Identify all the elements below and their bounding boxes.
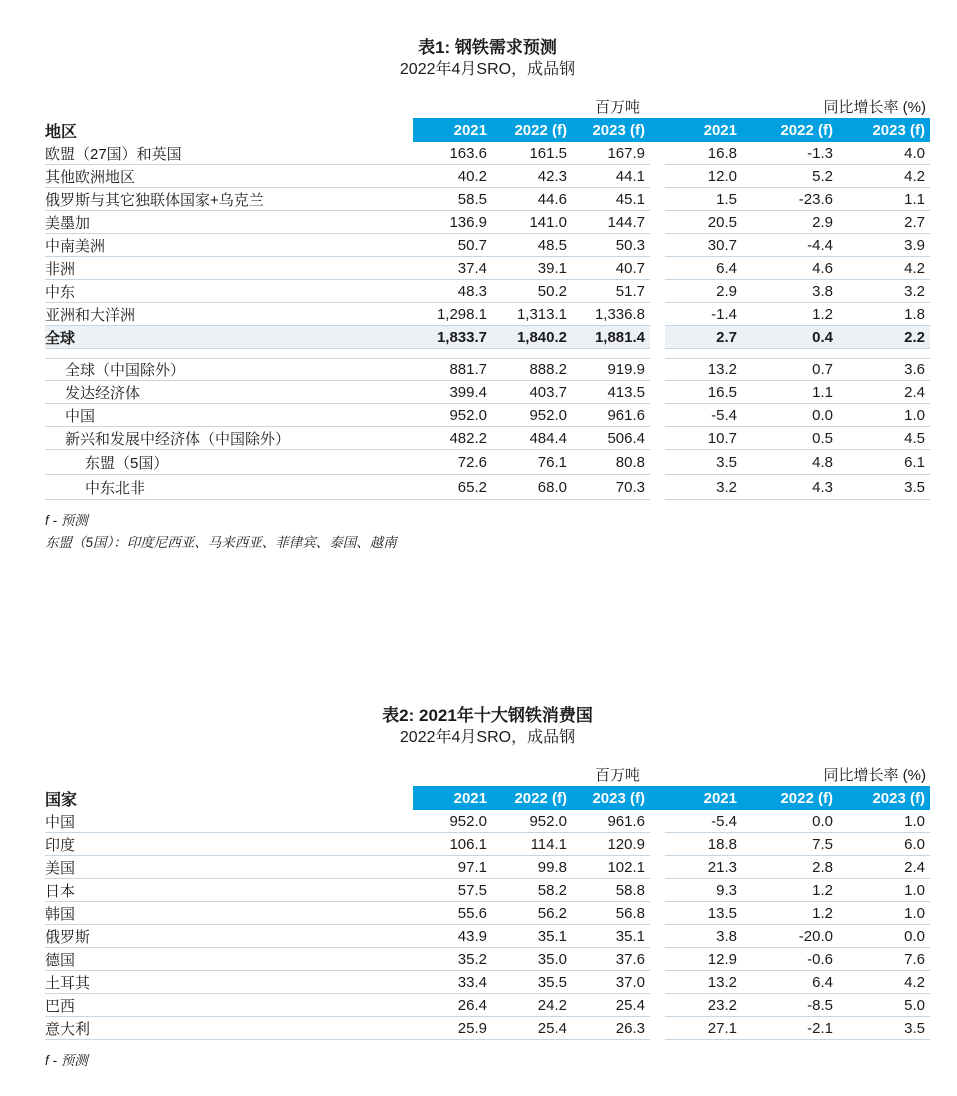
cell-value: 6.4: [742, 971, 838, 994]
cell-value: 7.6: [838, 948, 930, 971]
column-gap: [650, 879, 665, 902]
column-gap: [650, 902, 665, 925]
table-row: [45, 188, 930, 211]
row-label: 印度: [45, 833, 413, 856]
cell-value: 51.7: [572, 280, 650, 303]
column-header: 2022 (f): [492, 786, 572, 810]
cell-value: 12.9: [665, 948, 742, 971]
cell-value: 403.7: [492, 381, 572, 404]
table-row: [45, 427, 930, 450]
row-label: 中南美洲: [45, 234, 413, 257]
cell-value: 43.9: [413, 925, 492, 948]
row-label: 亚洲和大洋洲: [45, 303, 413, 326]
cell-value: 3.2: [665, 475, 742, 500]
table-row: [45, 165, 930, 188]
row-label: 美墨加: [45, 211, 413, 234]
cell-value: 35.2: [413, 948, 492, 971]
column-header: 2022 (f): [492, 118, 572, 142]
column-gap: [650, 475, 665, 500]
cell-value: 3.9: [838, 234, 930, 257]
column-gap: [650, 381, 665, 404]
column-gap: [650, 925, 665, 948]
cell-value: -5.4: [665, 810, 742, 833]
column-gap: [650, 280, 665, 303]
footnote: f - 预测: [45, 1053, 88, 1068]
cell-value: 3.6: [838, 358, 930, 381]
cell-value: 399.4: [413, 381, 492, 404]
cell-value: 65.2: [413, 475, 492, 500]
cell-value: 3.2: [838, 280, 930, 303]
cell-value: -4.4: [742, 234, 838, 257]
row-label: 意大利: [45, 1017, 413, 1040]
cell-value: 3.8: [665, 925, 742, 948]
cell-value: 506.4: [572, 427, 650, 450]
cell-value: 1,336.8: [572, 303, 650, 326]
cell-value: 48.3: [413, 280, 492, 303]
table2-footnotes: [45, 1050, 930, 1072]
cell-value: 136.9: [413, 211, 492, 234]
cell-value: 9.3: [665, 879, 742, 902]
cell-value: 413.5: [572, 381, 650, 404]
cell-value: 70.3: [572, 475, 650, 500]
cell-value: 0.0: [742, 810, 838, 833]
cell-value: 97.1: [413, 856, 492, 879]
table1: [45, 38, 930, 554]
cell-value: -23.6: [742, 188, 838, 211]
column-gap: [650, 404, 665, 427]
cell-value: 58.2: [492, 879, 572, 902]
table-row: [45, 280, 930, 303]
column-gap: [650, 234, 665, 257]
cell-value: 4.2: [838, 257, 930, 280]
cell-value: 58.8: [572, 879, 650, 902]
cell-value: 35.0: [492, 948, 572, 971]
cell-value: 919.9: [572, 358, 650, 381]
cell-value: 55.6: [413, 902, 492, 925]
cell-value: 50.2: [492, 280, 572, 303]
cell-value: 58.5: [413, 188, 492, 211]
row-header-country: 国家: [45, 786, 413, 810]
cell-value: 4.6: [742, 257, 838, 280]
cell-value: 35.1: [492, 925, 572, 948]
cell-value: 76.1: [492, 450, 572, 475]
cell-value: 26.4: [413, 994, 492, 1017]
row-label: 新兴和发展中经济体（中国除外）: [45, 427, 413, 450]
column-gap: [650, 450, 665, 475]
cell-value: 20.5: [665, 211, 742, 234]
cell-value: 16.5: [665, 381, 742, 404]
cell-value: -2.1: [742, 1017, 838, 1040]
cell-value: 952.0: [492, 810, 572, 833]
table-row: [45, 971, 930, 994]
cell-value: 1,313.1: [492, 303, 572, 326]
table-row: [45, 257, 930, 280]
cell-value: -8.5: [742, 994, 838, 1017]
cell-value: 35.5: [492, 971, 572, 994]
cell-value: 25.4: [572, 994, 650, 1017]
table-row: [45, 810, 930, 833]
cell-value: 952.0: [492, 404, 572, 427]
column-header: 2021: [413, 786, 492, 810]
table-row: [45, 856, 930, 879]
cell-value: 12.0: [665, 165, 742, 188]
cell-value: 40.2: [413, 165, 492, 188]
cell-value: -20.0: [742, 925, 838, 948]
row-label: 东盟（5国）: [45, 450, 413, 475]
cell-value: 0.7: [742, 358, 838, 381]
column-header: 2023 (f): [838, 786, 930, 810]
table-row: [45, 475, 930, 500]
column-gap: [650, 427, 665, 450]
table-row: [45, 994, 930, 1017]
cell-value: 144.7: [572, 211, 650, 234]
table-row: [45, 326, 930, 349]
cell-value: 0.5: [742, 427, 838, 450]
cell-value: 1,881.4: [572, 326, 650, 349]
row-label: 俄罗斯: [45, 925, 413, 948]
table1-rows: [45, 142, 930, 500]
cell-value: 1,840.2: [492, 326, 572, 349]
row-label: 俄罗斯与其它独联体国家+乌克兰: [45, 188, 413, 211]
table-row: [45, 948, 930, 971]
cell-value: 80.8: [572, 450, 650, 475]
cell-value: 1.8: [838, 303, 930, 326]
cell-value: 1.0: [838, 810, 930, 833]
cell-value: 0.0: [838, 925, 930, 948]
cell-value: 50.3: [572, 234, 650, 257]
row-label: 韩国: [45, 902, 413, 925]
cell-value: 35.1: [572, 925, 650, 948]
cell-value: 45.1: [572, 188, 650, 211]
table-row: [45, 404, 930, 427]
cell-value: 4.2: [838, 971, 930, 994]
table-row: [45, 234, 930, 257]
cell-value: 24.2: [492, 994, 572, 1017]
column-gap: [650, 994, 665, 1017]
column-gap: [650, 211, 665, 234]
cell-value: 167.9: [572, 142, 650, 165]
column-header: 2023 (f): [838, 118, 930, 142]
cell-value: 56.2: [492, 902, 572, 925]
cell-value: 0.0: [742, 404, 838, 427]
row-label: 发达经济体: [45, 381, 413, 404]
cell-value: 2.7: [665, 326, 742, 349]
cell-value: 50.7: [413, 234, 492, 257]
table-row: [45, 925, 930, 948]
cell-value: 44.1: [572, 165, 650, 188]
column-gap: [650, 971, 665, 994]
cell-value: 25.4: [492, 1017, 572, 1040]
column-gap: [650, 142, 665, 165]
column-header: 2023 (f): [572, 118, 650, 142]
cell-value: 1.2: [742, 303, 838, 326]
cell-value: 1.5: [665, 188, 742, 211]
cell-value: 2.4: [838, 856, 930, 879]
table2: [45, 706, 930, 1072]
cell-value: 7.5: [742, 833, 838, 856]
column-gap: [650, 188, 665, 211]
footnote: 东盟（5国）：印度尼西亚、马来西亚、菲律宾、泰国、越南: [45, 535, 397, 550]
cell-value: 1.0: [838, 879, 930, 902]
row-label: 非洲: [45, 257, 413, 280]
cell-value: 37.6: [572, 948, 650, 971]
column-header: 2021: [665, 786, 742, 810]
row-label: 日本: [45, 879, 413, 902]
cell-value: 40.7: [572, 257, 650, 280]
cell-value: 5.2: [742, 165, 838, 188]
cell-value: 2.8: [742, 856, 838, 879]
table-row: [45, 450, 930, 475]
cell-value: 37.0: [572, 971, 650, 994]
cell-value: 6.1: [838, 450, 930, 475]
cell-value: 13.5: [665, 902, 742, 925]
cell-value: 1.2: [742, 902, 838, 925]
table-row: [45, 381, 930, 404]
cell-value: 26.3: [572, 1017, 650, 1040]
row-label: 土耳其: [45, 971, 413, 994]
cell-value: 114.1: [492, 833, 572, 856]
table2-rows: [45, 810, 930, 1040]
cell-value: 33.4: [413, 971, 492, 994]
cell-value: 4.2: [838, 165, 930, 188]
table2-subtitle: 2022年4月SRO，成品钢: [399, 729, 576, 746]
footnote: f - 预测: [45, 513, 88, 528]
cell-value: 44.6: [492, 188, 572, 211]
table1-title: 表1: 钢铁需求预测: [418, 38, 557, 57]
cell-value: 99.8: [492, 856, 572, 879]
cell-value: 21.3: [665, 856, 742, 879]
cell-value: 16.8: [665, 142, 742, 165]
table1-footnotes: [45, 510, 930, 554]
spacer: [650, 98, 665, 118]
cell-value: 1.2: [742, 879, 838, 902]
cell-value: 4.0: [838, 142, 930, 165]
table2-group-header-row: [45, 766, 930, 786]
spacer: [45, 766, 413, 786]
table1-subtitle: 2022年4月SRO，成品钢: [399, 61, 576, 78]
table1-group-header-row: [45, 98, 930, 118]
cell-value: 30.7: [665, 234, 742, 257]
cell-value: 27.1: [665, 1017, 742, 1040]
row-label: 中国: [45, 810, 413, 833]
row-label: 中东: [45, 280, 413, 303]
cell-value: -5.4: [665, 404, 742, 427]
cell-value: 881.7: [413, 358, 492, 381]
cell-value: 1.0: [838, 902, 930, 925]
cell-value: 39.1: [492, 257, 572, 280]
cell-value: 952.0: [413, 404, 492, 427]
table-row: [45, 142, 930, 165]
row-label: 全球: [45, 326, 413, 349]
cell-value: 961.6: [572, 404, 650, 427]
column-gap: [650, 833, 665, 856]
cell-value: 48.5: [492, 234, 572, 257]
spacer: [650, 766, 665, 786]
cell-value: 23.2: [665, 994, 742, 1017]
table-row: [45, 303, 930, 326]
row-label: 全球（中国除外）: [45, 358, 413, 381]
row-label: 中国: [45, 404, 413, 427]
table-row: [45, 358, 930, 381]
column-header: 2023 (f): [572, 786, 650, 810]
cell-value: 2.9: [742, 211, 838, 234]
cell-value: -0.6: [742, 948, 838, 971]
group-header-growth-rate: 同比增长率 (%): [823, 99, 926, 116]
column-header: 2022 (f): [742, 118, 838, 142]
table-row: [45, 211, 930, 234]
cell-value: 57.5: [413, 879, 492, 902]
cell-value: 72.6: [413, 450, 492, 475]
row-label: 其他欧洲地区: [45, 165, 413, 188]
group-header-growth-rate: 同比增长率 (%): [823, 767, 926, 784]
table2-title: 表2: 2021年十大钢铁消费国: [382, 706, 593, 725]
cell-value: 106.1: [413, 833, 492, 856]
cell-value: 3.5: [838, 1017, 930, 1040]
cell-value: 3.5: [838, 475, 930, 500]
cell-value: 1,298.1: [413, 303, 492, 326]
column-gap: [650, 303, 665, 326]
cell-value: 42.3: [492, 165, 572, 188]
table-row: [45, 879, 930, 902]
column-gap: [650, 257, 665, 280]
cell-value: 952.0: [413, 810, 492, 833]
cell-value: 163.6: [413, 142, 492, 165]
table1-column-header-row: [45, 118, 930, 142]
column-gap: [650, 810, 665, 833]
cell-value: 961.6: [572, 810, 650, 833]
cell-value: -1.3: [742, 142, 838, 165]
cell-value: 102.1: [572, 856, 650, 879]
row-label: 巴西: [45, 994, 413, 1017]
table-row: [45, 833, 930, 856]
group-header-million-tonnes: 百万吨: [594, 767, 640, 784]
cell-value: 56.8: [572, 902, 650, 925]
table2-column-header-row: [45, 786, 930, 810]
cell-value: 13.2: [665, 971, 742, 994]
column-gap: [650, 786, 665, 810]
cell-value: 2.4: [838, 381, 930, 404]
row-label: 美国: [45, 856, 413, 879]
row-label: 中东北非: [45, 475, 413, 500]
cell-value: 25.9: [413, 1017, 492, 1040]
cell-value: 1,833.7: [413, 326, 492, 349]
cell-value: 2.2: [838, 326, 930, 349]
cell-value: 1.0: [838, 404, 930, 427]
cell-value: 0.4: [742, 326, 838, 349]
cell-value: 4.5: [838, 427, 930, 450]
cell-value: 482.2: [413, 427, 492, 450]
cell-value: 161.5: [492, 142, 572, 165]
cell-value: 3.8: [742, 280, 838, 303]
cell-value: -1.4: [665, 303, 742, 326]
column-gap: [650, 948, 665, 971]
column-gap: [650, 1017, 665, 1040]
row-header-region: 地区: [45, 118, 413, 142]
column-gap: [650, 856, 665, 879]
column-gap: [650, 326, 665, 349]
column-header: 2021: [413, 118, 492, 142]
table-row: [45, 902, 930, 925]
cell-value: 68.0: [492, 475, 572, 500]
cell-value: 484.4: [492, 427, 572, 450]
column-header: 2022 (f): [742, 786, 838, 810]
cell-value: 2.9: [665, 280, 742, 303]
cell-value: 888.2: [492, 358, 572, 381]
row-label: 德国: [45, 948, 413, 971]
cell-value: 120.9: [572, 833, 650, 856]
column-header: 2021: [665, 118, 742, 142]
spacer: [45, 98, 413, 118]
cell-value: 1.1: [838, 188, 930, 211]
column-gap: [650, 165, 665, 188]
row-label: 欧盟（27国）和英国: [45, 142, 413, 165]
cell-value: 37.4: [413, 257, 492, 280]
group-header-million-tonnes: 百万吨: [594, 99, 640, 116]
cell-value: 4.3: [742, 475, 838, 500]
cell-value: 6.4: [665, 257, 742, 280]
cell-value: 1.1: [742, 381, 838, 404]
table-row: [45, 1017, 930, 1040]
cell-value: 18.8: [665, 833, 742, 856]
cell-value: 5.0: [838, 994, 930, 1017]
cell-value: 4.8: [742, 450, 838, 475]
cell-value: 3.5: [665, 450, 742, 475]
cell-value: 10.7: [665, 427, 742, 450]
cell-value: 13.2: [665, 358, 742, 381]
cell-value: 141.0: [492, 211, 572, 234]
column-gap: [650, 358, 665, 381]
cell-value: 2.7: [838, 211, 930, 234]
cell-value: 6.0: [838, 833, 930, 856]
column-gap: [650, 118, 665, 142]
